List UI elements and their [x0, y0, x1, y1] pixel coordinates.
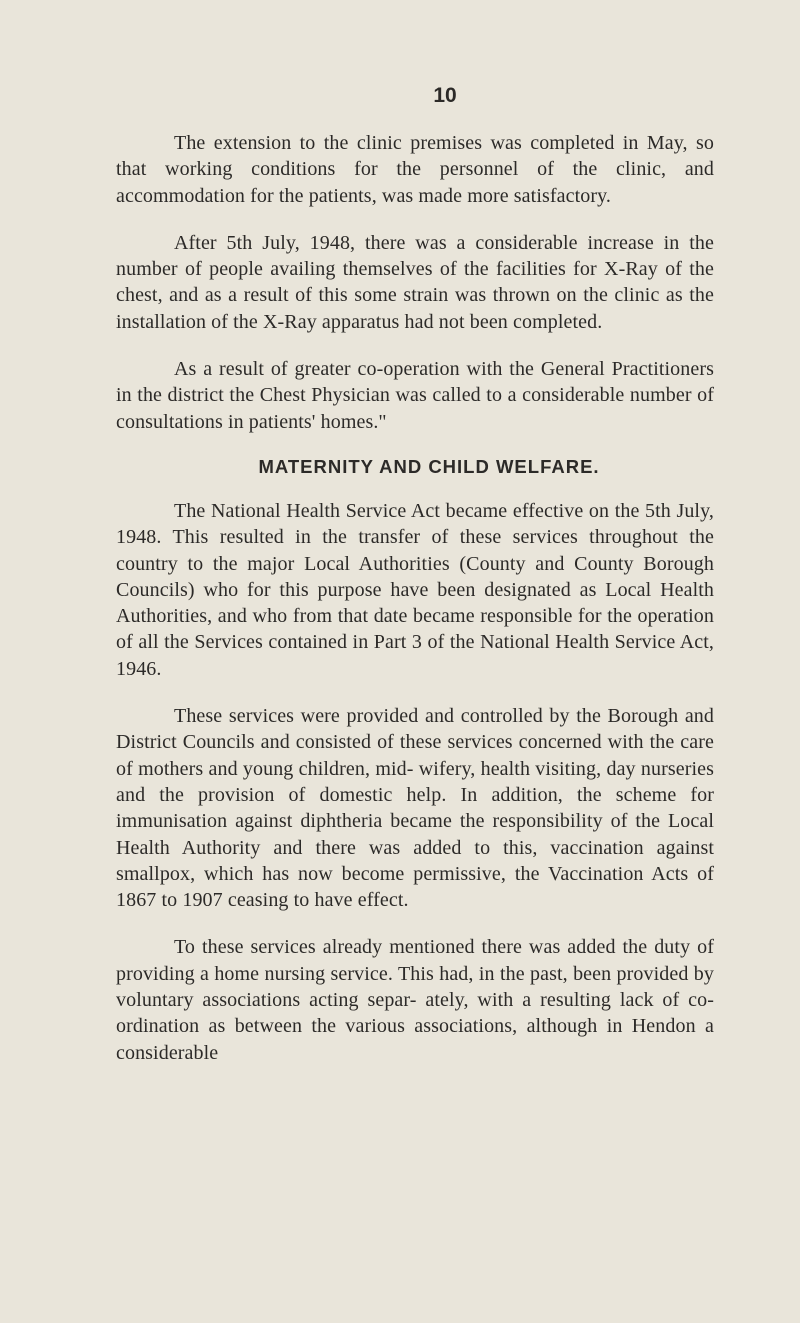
- page-number: 10: [433, 84, 457, 107]
- paragraph-chest-physician: As a result of greater co-operation with the General Practitioners in the district the Chest Physician was called to a considerable number of consultations in patients' homes.": [116, 358, 714, 433]
- section-heading: MATERNITY AND CHILD WELFARE.: [258, 455, 600, 477]
- paragraph-home-nursing: To these services already mentioned there was added the duty of providing a home nursing service. This had, in the past, been provided by voluntary associations acting separ- ately, with a resulting lack of co-ordination as between the various associations, although in Hendon a considerable: [116, 936, 714, 1064]
- paragraph-services-provided: These services were provided and controlled by the Borough and District Councils and consisted of these services concerned with the care of mothers and young children, mid- wifery, health visiting, day nurseries and the provision of domestic help. In addition, the scheme for immunisation against diphtheria became the responsibility of the Local Health Authority and there was added to this, vaccination against smallpox, which has now become permissive, the Vaccination Acts of 1867 to 1907 ceasing to have effect.: [116, 705, 714, 912]
- paragraph-clinic-extension: The extension to the clinic premises was completed in May, so that working conditions for the personnel of the clinic, and accommodation for the patients, was made more satisfactory.: [116, 132, 714, 207]
- paragraph-nhs-act: The National Health Service Act became effective on the 5th July, 1948. This resulted in the transfer of these services throughout the country to the major Local Authorities (County and County Borough Councils) who for this purpose have been designated as Local Health Authorities, and who from that date became responsible for the operation of all the Services contained in Part 3 of the National Health Service Act, 1946.: [116, 499, 714, 680]
- paragraph-xray-increase: After 5th July, 1948, there was a considerable increase in the number of people availing themselves of the facilities for X-Ray of the chest, and as a result of this some strain was thrown on the clinic as the installation of the X-Ray apparatus had not been completed.: [116, 231, 714, 333]
